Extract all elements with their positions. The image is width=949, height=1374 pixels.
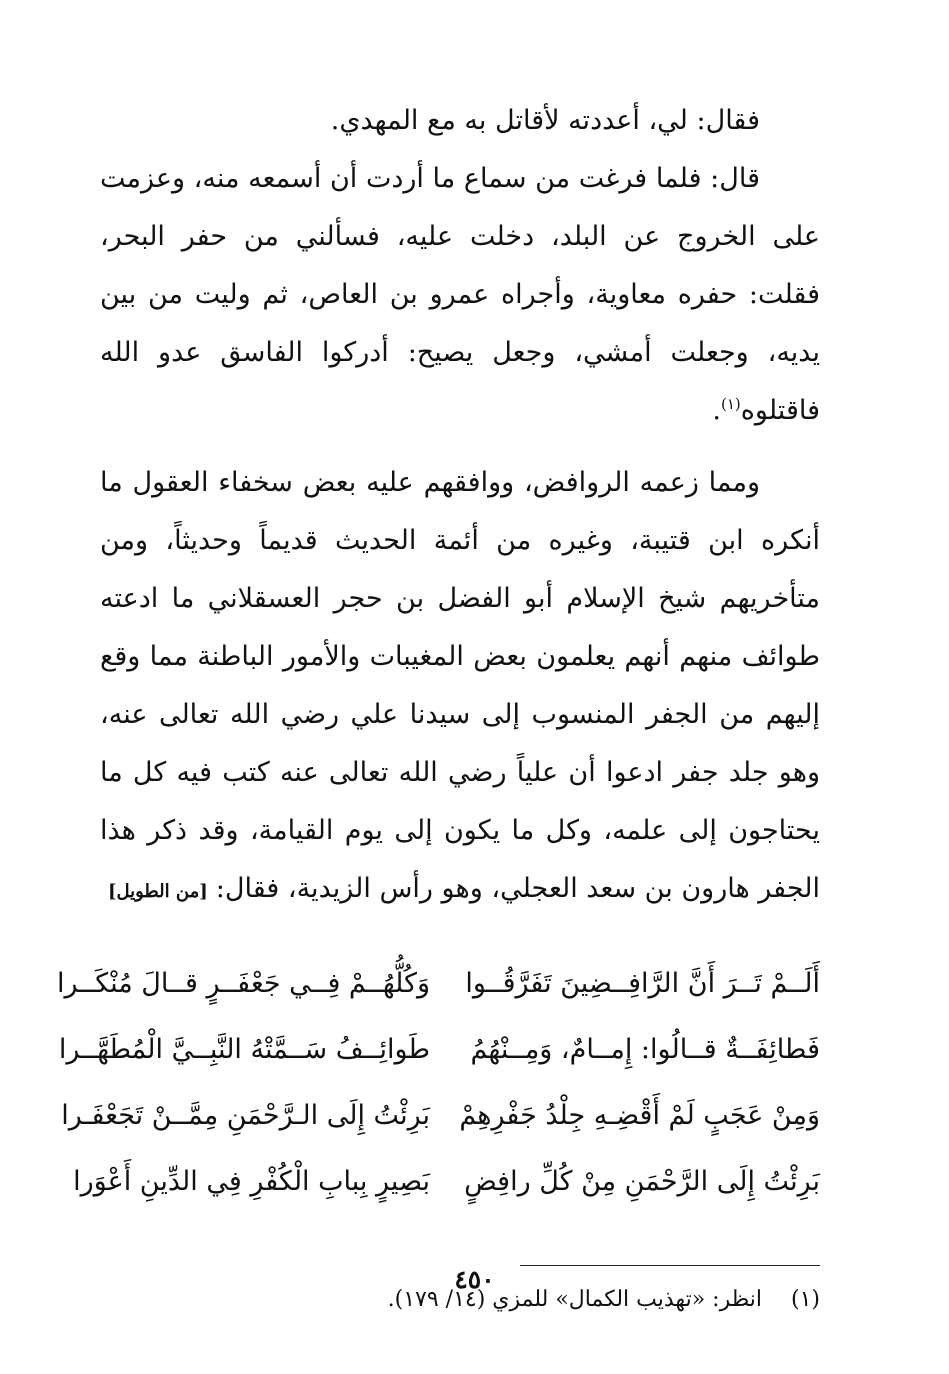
verse-second-hemistich: وَكُلُّهُــمْ فِــي جَعْفَــرٍ قــالَ مُنْكَــرا xyxy=(56,968,430,999)
paragraph-3 xyxy=(100,454,820,921)
poem-verse xyxy=(61,1083,820,1149)
footnote-reference[interactable]: (١) xyxy=(720,395,741,413)
paragraph-1 xyxy=(100,92,820,150)
verse-first-hemistich: أَلَــمْ تَــرَ أَنَّ الرَّافِــضِينَ تَفَرَّقُــوا xyxy=(465,968,820,999)
poem-verse xyxy=(58,1017,820,1083)
page-number: ٤٥٠ xyxy=(454,1265,495,1294)
paragraph-2: قال: فلما فرغت من سماع ما أردت أن أسمعه منه، وعزمت على الخروج عن البلد، دخلت عليه، فسألني من حفر البحر، فقلت: حفره معاوية، وأجراه عمرو بن العاص، ثم وليت من بين يديه، وجعلت أمشي، وجعل يصيح: أدركوا الفاسق عدو الله فاقتلوه$^{(١)}$. xyxy=(100,163,820,426)
poem-verse xyxy=(73,1149,820,1215)
verse-second-hemistich: بَرِئْتُ إِلَى الـرَّحْمَنِ مِمَّــنْ تَجَعْفَـرا xyxy=(61,1100,430,1131)
verse-first-hemistich: فَطائِفَــةٌ قــالُوا: إِمــامٌ، وَمِــنْهُمُ xyxy=(470,1034,820,1065)
verse-first-hemistich: بَرِئْتُ إِلَى الرَّحْمَنِ مِنْ كُلِّ رافِضٍ xyxy=(464,1166,820,1197)
paragraph-1-text: فقال: لي، أعددته لأقاتل به مع المهدي. xyxy=(330,105,760,136)
footnote-number: (١) xyxy=(790,1287,820,1312)
paragraph-3-text: ومما زعمه الروافض، ووافقهم عليه بعض سخفاء العقول ما أنكره ابن قتيبة، وغيره من أئمة الحديث قديماً وحديثاً، ومن متأخريهم شيخ الإسلام أبو الفضل بن حجر العسقلاني ما ادعته طوائف منهم أنهم يعلمون بعض المغيبات والأمور الباطنة مما وقع إليهم من الجفر المنسوب إلى سيدنا علي رضي الله تعالى عنه، وهو جلد جفر ادعوا أن علياً رضي الله تعالى عنه كتب فيه كل ما يحتاجون إلى علمه، وكل ما يكون إلى يوم القيامة، وقد ذكر هذا الجفر هارون بن سعد العجلي، وهو رأس الزيدية، فقال: xyxy=(100,467,820,904)
poem xyxy=(56,951,820,1215)
page-content xyxy=(56,92,820,1332)
verse-first-hemistich: وَمِنْ عَجَبٍ لَمْ أَقْضِـهِ جِلْدُ جَفْرِهِمْ xyxy=(459,1100,820,1131)
poem-verse xyxy=(56,951,820,1017)
paragraph-2-text: قال: فلما فرغت من سماع ما أردت أن أسمعه منه، وعزمت على الخروج عن البلد، دخلت عليه، فسألني من حفر البحر، فقلت: حفره معاوية، وأجراه عمرو بن العاص، ثم وليت من بين يديه، وجعلت أمشي، وجعل يصيح: أدركوا الفاسق عدو الله فاقتلوه xyxy=(100,163,820,426)
verse-second-hemistich: طَوائِــفُ سَــمَّتْهُ النَّبِــيَّ الْمُطَهَّــرا xyxy=(58,1034,430,1065)
poem-meter-label: [من الطويل] xyxy=(107,881,208,902)
verse-second-hemistich: بَصِيرٍ بِبابِ الْكُفْرِ فِي الدِّينِ أَعْوَرا xyxy=(73,1166,430,1197)
footnote-text: انظر: «تهذيب الكمال» للمزي (١٤/ ١٧٩). xyxy=(387,1287,762,1312)
